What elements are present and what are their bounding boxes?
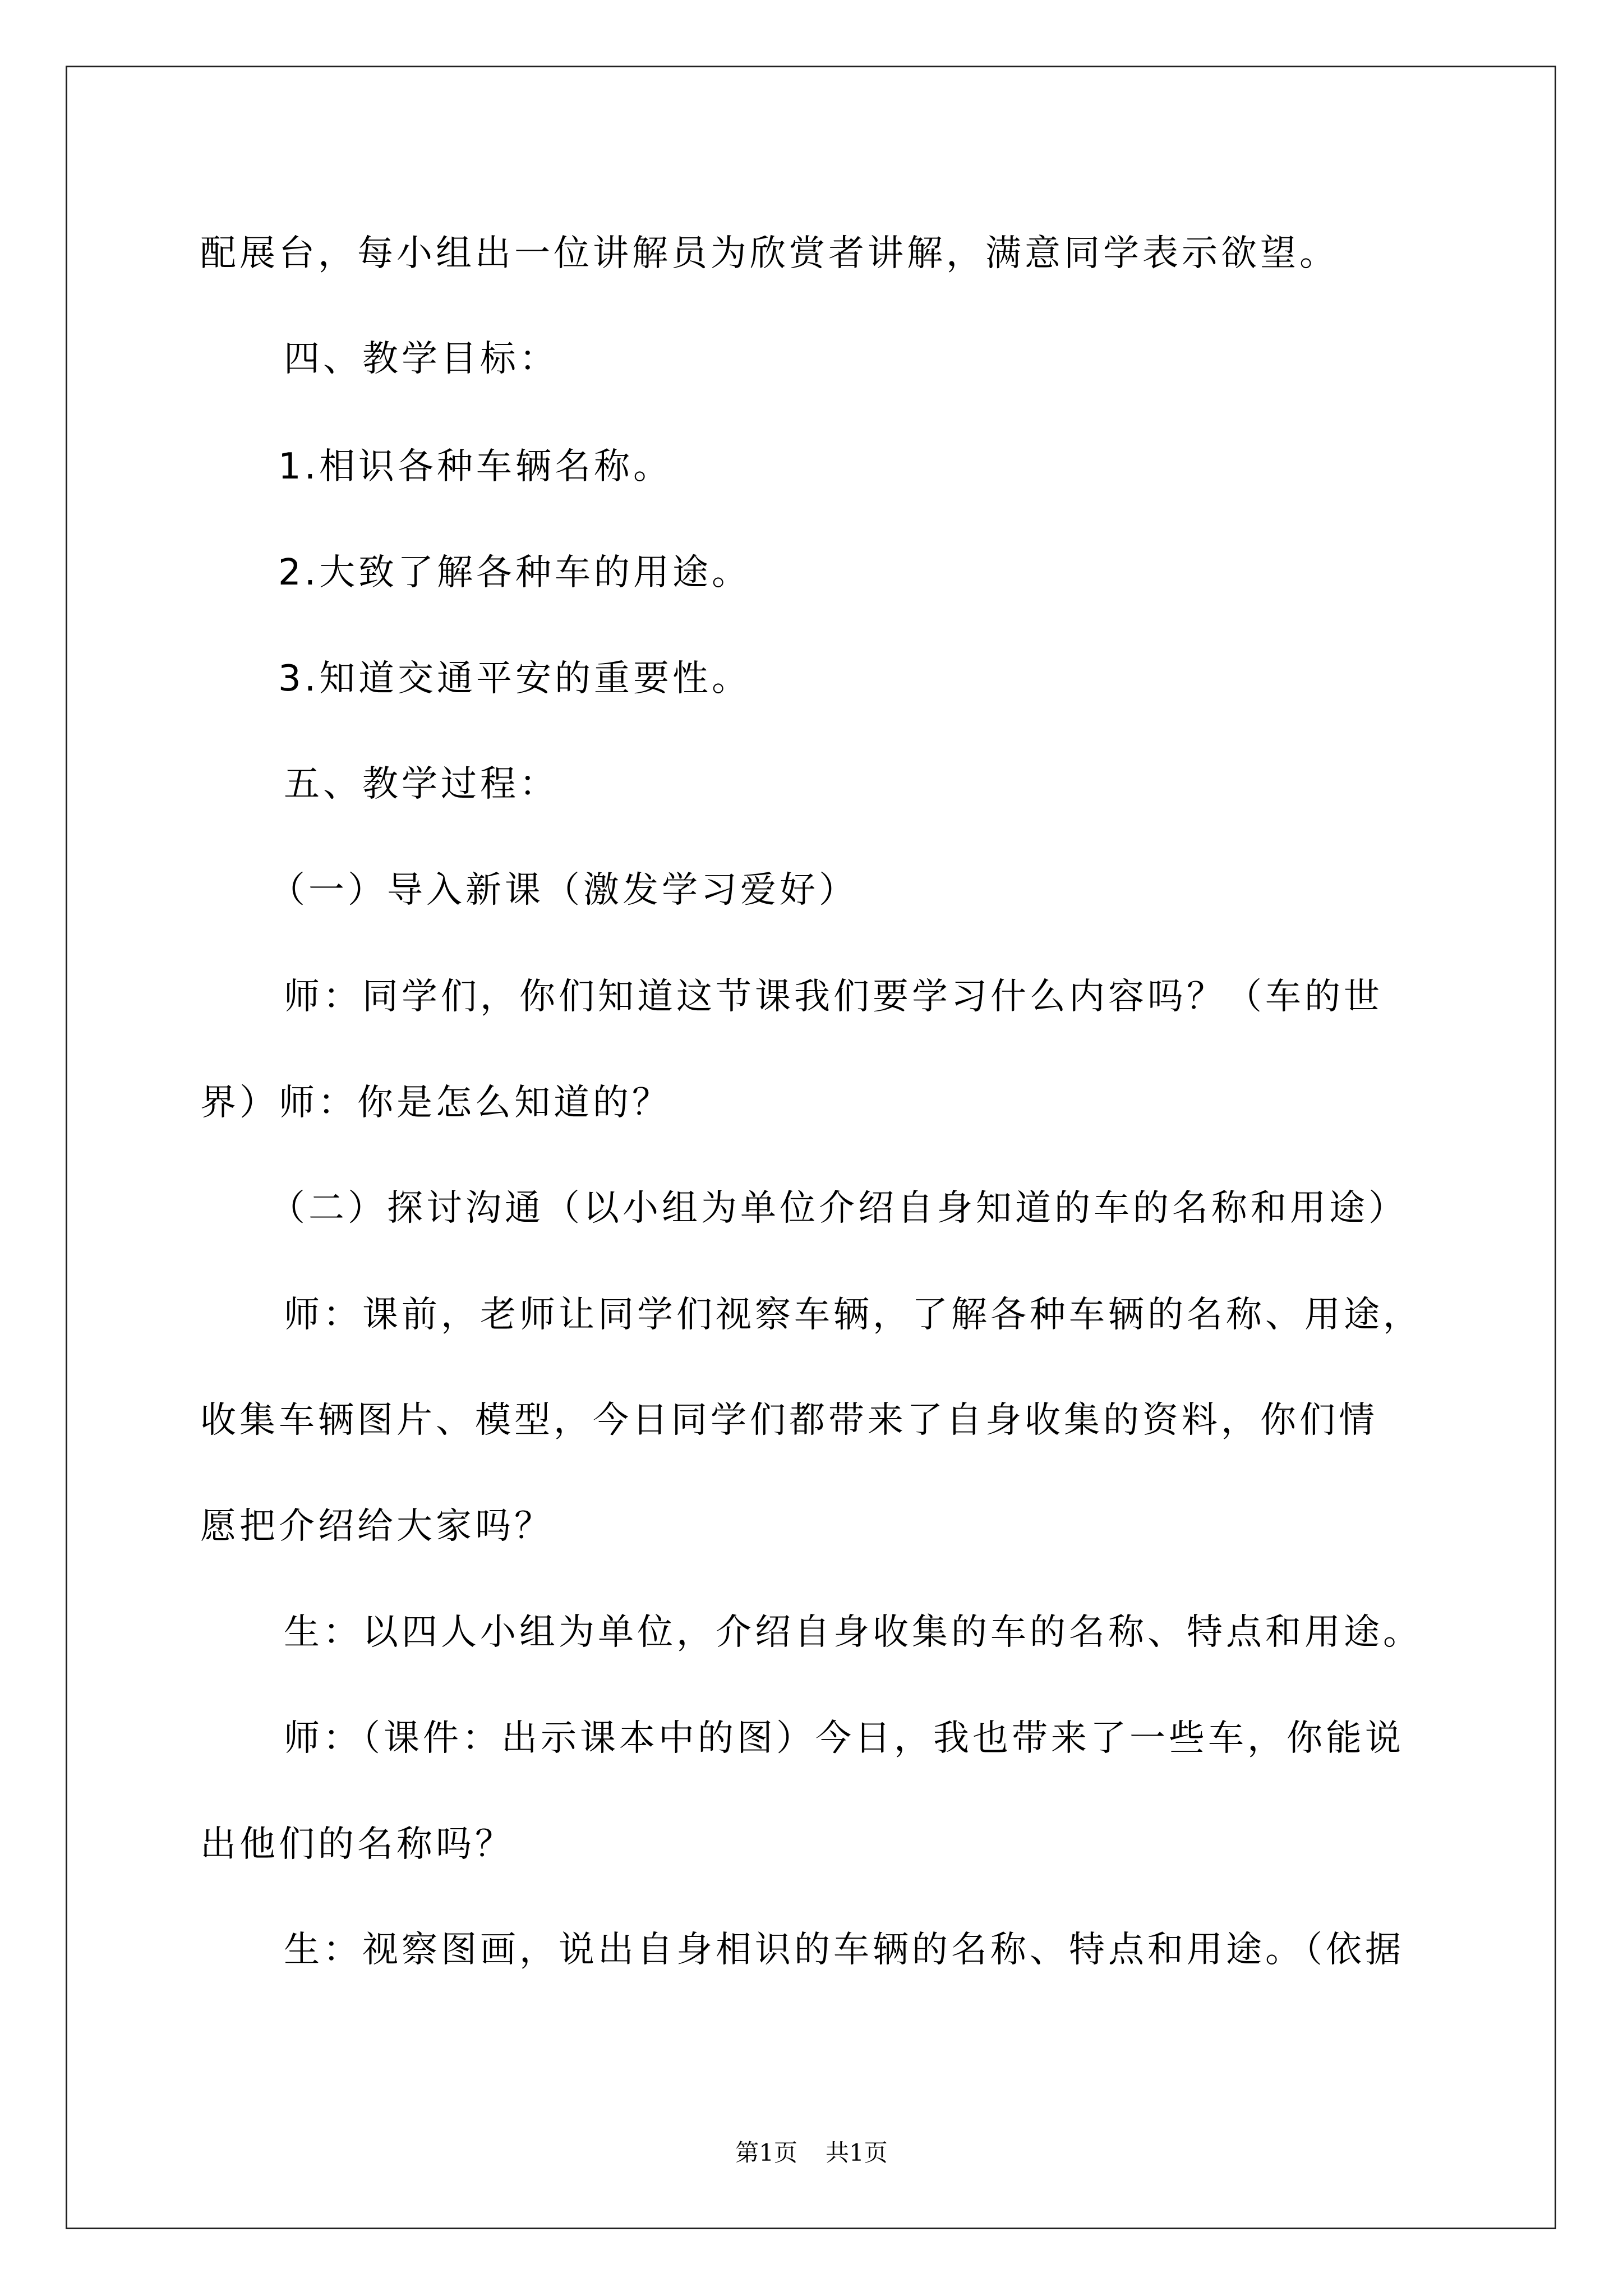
list-item-objective-2: 2.大致了解各种车的用途。 <box>278 552 751 593</box>
paragraph-line-1: 配展台，每小组出一位讲解员为欣赏者讲解，满意同学表示欲望。 <box>200 233 1339 274</box>
paragraph-line-student-2: 生：视察图画，说出自身相识的车辆的名称、特点和用途。（依据 <box>284 1929 1404 1971</box>
paragraph-line-student-1: 生：以四人小组为单位，介绍自身收集的车的名称、特点和用途。 <box>284 1612 1422 1653</box>
page-total: 共1页 <box>826 2139 888 2166</box>
subsection-heading-discussion: （二）探讨沟通（以小组为单位介绍自身知道的车的名称和用途） <box>269 1188 1408 1229</box>
list-item-objective-1: 1.相识各种车辆名称。 <box>278 446 673 487</box>
page-border <box>66 66 1556 2229</box>
page-footer <box>0 2136 1623 2170</box>
paragraph-line-teacher-2: 师：课前，老师让同学们视察车辆，了解各种车辆的名称、用途， <box>284 1294 1422 1336</box>
section-heading-objectives: 四、教学目标： <box>284 338 559 380</box>
paragraph-line-teacher-3: 师：（课件：出示课本中的图）今日，我也带来了一些车，你能说 <box>284 1718 1404 1759</box>
paragraph-line-teacher-1: 师：同学们，你们知道这节课我们要学习什么内容吗？（车的世 <box>284 976 1383 1018</box>
subsection-heading-intro: （一）导入新课（激发学习爱好） <box>269 869 858 911</box>
page-current: 第1页 <box>735 2139 797 2166</box>
section-heading-process: 五、教学过程： <box>284 763 559 805</box>
paragraph-line-teacher-3-cont: 出他们的名称吗？ <box>200 1824 514 1865</box>
list-item-objective-3: 3.知道交通平安的重要性。 <box>278 658 751 700</box>
paragraph-line-teacher-2-cont: 收集车辆图片、模型，今日同学们都带来了自身收集的资料，你们情 <box>200 1400 1378 1441</box>
paragraph-line-teacher-1-cont: 界）师：你是怎么知道的？ <box>200 1082 671 1124</box>
paragraph-line-teacher-2-end: 愿把介绍给大家吗？ <box>200 1506 554 1547</box>
